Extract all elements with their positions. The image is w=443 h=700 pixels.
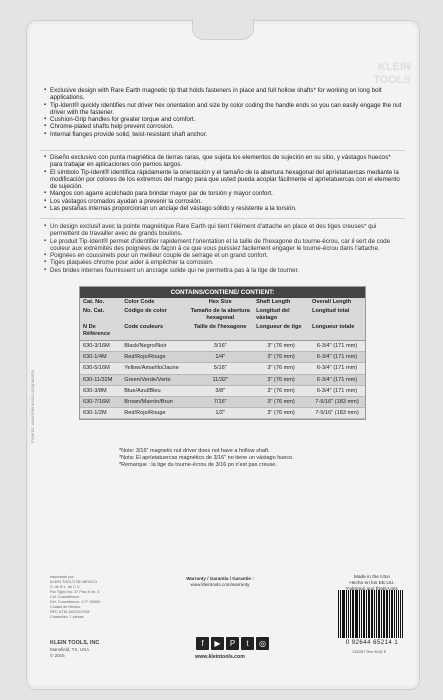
cell-color: Green/Verde/Verte	[121, 374, 187, 385]
cell-shaft: 3" (76 mm)	[253, 396, 309, 407]
cell-overall: 6-3/4" (171 mm)	[309, 374, 365, 385]
cell-color: Yellow/Amarillo/Jaune	[121, 363, 187, 374]
header-cat-no-fr: N De Référence	[80, 323, 121, 341]
pinterest-icon: P	[226, 637, 239, 650]
barcode-bar	[379, 590, 380, 638]
feature-item: ▪ Le produit Tip-Ident® permet d'identifier rapidement l'orientation et la taille de l'hexagone du tourne-écrou, car il sert de code couleur aux extrémités des poignées de façon à ce que vous puissiez facilement engager le tourne-écrou dans l'attache.	[44, 238, 404, 253]
table-row	[80, 385, 365, 396]
cell-cat-no: 630-3/16M	[80, 341, 121, 352]
header-color-code: Color Code	[124, 299, 155, 305]
warranty-url: www.kleintools.com/warranty	[190, 582, 250, 587]
cell-hex: 11/32"	[187, 374, 253, 385]
features-english	[44, 87, 404, 138]
barcode-bar	[378, 590, 379, 638]
header-shaft-length: Shaft Length	[256, 299, 291, 305]
cell-shaft: 3" (76 mm)	[253, 374, 309, 385]
cell-hex: 3/8"	[187, 385, 253, 396]
document-number: 132057 Rev 6/16 E	[352, 649, 387, 654]
header-shaft-length-es: Longitud del vástago	[256, 308, 290, 321]
cell-hex: 3/16"	[187, 341, 253, 352]
brand-copyright: © 2016	[50, 652, 65, 658]
divider	[40, 150, 405, 151]
header-hex-size-fr: Taille de l'hexagone	[187, 323, 253, 341]
feature-item: ▪ Un design exclusif avec la pointe magnétique Rare Earth qui tient l'élément d'attache en place et des tiges creuses* qui permettent de travailler avec de grands boulons.	[44, 223, 404, 238]
made-es: Hecho en los EE.UU.	[349, 581, 395, 586]
hollow-shaft-notes	[119, 448, 379, 469]
barcode-bar	[371, 590, 372, 638]
barcode-bar	[386, 590, 387, 638]
barcode-bar	[364, 590, 365, 638]
cell-color: Blue/Azul/Bleu	[121, 385, 187, 396]
importer-line: Río Tigris No. 37 Piso 5 Int. 3	[50, 590, 100, 594]
cell-overall: 6-3/4" (171 mm)	[309, 385, 365, 396]
importer-line: S. de R.L. de C.V.	[50, 585, 81, 589]
barcode-bar	[363, 590, 364, 638]
barcode-bar	[366, 590, 367, 638]
cell-shaft: 3" (76 mm)	[253, 352, 309, 363]
cell-hex: 1/4"	[187, 352, 253, 363]
cell-overall: 7-5/16" (183 mm)	[309, 408, 365, 419]
social-icons	[196, 637, 269, 650]
cell-cat-no: 630-1/2M	[80, 408, 121, 419]
barcode-bar	[389, 590, 390, 638]
cell-shaft: 3" (76 mm)	[253, 363, 309, 374]
barcode-bar	[338, 590, 339, 638]
feature-item: ▪ Las pestañas internas proporcionan un anclaje del vástago sólido y resistente a la torsión.	[44, 205, 404, 212]
contents-table	[79, 286, 366, 420]
header-overall-length: Overall Length	[312, 299, 352, 305]
facebook-icon: f	[196, 637, 209, 650]
barcode-bar	[381, 590, 382, 638]
feature-item: ▪ Chrome-plated shafts help prevent corrosion.	[44, 123, 404, 130]
feature-item: ▪ Internal flanges provide solid, twist-resistant shaft anchor.	[44, 131, 404, 138]
note-fr: *Remarque : la tige du tourne-écrou de 3/16 po n'est pas creuse.	[119, 462, 277, 468]
feature-item: ▪ Des brides internes fournissent un ancrage solide qui ne permettra pas à la tige de tourner.	[44, 267, 404, 274]
cell-color: Black/Negro/Noir	[121, 341, 187, 352]
barcode-bar	[391, 590, 392, 638]
importer-line: Importado por:	[50, 575, 75, 579]
barcode	[338, 590, 404, 638]
feature-item: ▪ El símbolo Tip-Ident® identifica rápidamente la orientación y el tamaño de la abertura hexagonal del apríetatuercas mediante la modificación por colores de los extremos del mango para que usted pueda acoplar fácilmente el apríetatuercas con el elemento de sujeción.	[44, 169, 404, 191]
cell-cat-no: 630-11/32M	[80, 374, 121, 385]
importer-line: Del. Cuauhtémoc, C.P. 06500	[50, 600, 100, 604]
header-cat-no-es: No. Cat.	[83, 308, 105, 314]
cell-overall: 6-3/4" (171 mm)	[309, 352, 365, 363]
header-overall-length-fr: Longueur totale	[309, 323, 365, 341]
header-color-code-fr: Code couleurs	[121, 323, 187, 341]
barcode-bar	[394, 590, 395, 638]
barcode-bar	[383, 590, 385, 638]
cell-hex: 7/16"	[187, 396, 253, 407]
cell-shaft: 3" (76 mm)	[253, 408, 309, 419]
patents-side-text: Patents: www.kleintools.com/patents	[30, 370, 35, 444]
feature-item: ▪ Tiges plaquées chrome pour aider à empêcher la corrosion.	[44, 259, 404, 266]
instagram-icon: ◎	[256, 637, 269, 650]
feature-item: ▪ Mangos con agarre acolchado para brindar mayor par de torsión y mayor confort.	[44, 190, 404, 197]
header-overall-length-es: Longitud total	[312, 308, 350, 314]
cell-color: Red/Rojo/Rouge	[121, 352, 187, 363]
cell-overall: 6-3/4" (171 mm)	[309, 363, 365, 374]
barcode-bar	[352, 590, 353, 638]
barcode-number: 0 92644 65214 1	[345, 640, 399, 646]
table-row	[80, 363, 365, 374]
cell-shaft: 3" (76 mm)	[253, 385, 309, 396]
barcode-bar	[368, 590, 370, 638]
warranty-label: Warranty / Garantía / Garantie :	[186, 576, 254, 581]
barcode-bar	[342, 590, 343, 638]
feature-item: ▪ Diseño exclusivo con punta magnética de tierras raras, que sujeta los elementos de sujeción en su sitio, y vástagos huecos* para trabajar en aplicaciones con pernos largos.	[44, 154, 404, 169]
made-en: Made in the USA	[353, 575, 391, 580]
barcode-bar	[398, 590, 400, 638]
barcode-bar	[340, 590, 341, 638]
importer-line: Ciudad de México	[50, 605, 81, 609]
barcode-bar	[356, 590, 358, 638]
barcode-bar	[353, 590, 354, 638]
header-hex-size-es: Tamaño de la abertura hexagonal	[190, 308, 250, 321]
barcode-bar	[348, 590, 349, 638]
feature-item: ▪ Los vástagos cromados ayudan a prevenir la corrosión.	[44, 198, 404, 205]
barcode-bar	[376, 590, 377, 638]
barcode-bar	[402, 590, 403, 638]
cell-overall: 6-3/4" (171 mm)	[309, 341, 365, 352]
barcode-bar	[392, 590, 393, 638]
features-spanish	[44, 154, 404, 212]
barcode-bar	[343, 590, 345, 638]
barcode-bar	[396, 590, 397, 638]
cell-shaft: 3" (76 mm)	[253, 341, 309, 352]
warranty-info	[165, 576, 275, 588]
brand-watermark: KLEIN TOOLS	[373, 61, 411, 86]
feature-item: ▪ Exclusive design with Rare Earth magnetic tip that holds fasteners in place and full hollow shafts* for working on long bolt applications.	[44, 87, 404, 102]
youtube-icon: ▶	[211, 637, 224, 650]
cell-cat-no: 630-1/4M	[80, 352, 121, 363]
barcode-bar	[387, 590, 388, 638]
cell-cat-no: 630-3/8M	[80, 385, 121, 396]
brand-city: Mansfield, TX, USA	[50, 647, 90, 652]
cell-overall: 7-5/16" (183 mm)	[309, 396, 365, 407]
cell-hex: 5/16"	[187, 363, 253, 374]
feature-item: ▪ Cushion-Grip handles for greater torque and comfort.	[44, 116, 404, 123]
header-color-code-es: Código de color	[124, 308, 167, 314]
header-cat-no: Cat. No.	[83, 299, 105, 305]
table-row	[80, 374, 365, 385]
features-french	[44, 223, 404, 274]
barcode-bar	[346, 590, 347, 638]
barcode-bar	[374, 590, 375, 638]
cell-color: Brown/Marrón/Brun	[121, 396, 187, 407]
barcode-bar	[400, 590, 401, 638]
cell-cat-no: 630-7/16M	[80, 396, 121, 407]
barcode-bar	[350, 590, 351, 638]
header-shaft-length-fr: Longueur de tige	[253, 323, 309, 341]
barcode-bar	[355, 590, 356, 638]
barcode-bar	[359, 590, 360, 638]
twitter-icon: t	[241, 637, 254, 650]
feature-item: ▪ Tip-Ident® quickly identifies nut driver hex orientation and size by color coding the handle ends so you can easily engage the nut driver with the fastener.	[44, 102, 404, 117]
note-es: *Nota: El apríetatuercas magnético de 3/16" no tiene un vástago hueco.	[119, 455, 294, 461]
table-title: CONTAINS/CONTIENE/ CONTIENT:	[80, 287, 365, 298]
website-url: www.kleintools.com	[195, 654, 245, 660]
brand-name: KLEIN TOOLS, INC	[50, 640, 100, 646]
table-row	[80, 396, 365, 407]
barcode-bar	[372, 590, 373, 638]
feature-item: ▪ Poignées en coussinets pour un meilleur couple de serrage et un grand confort.	[44, 252, 404, 259]
table-row	[80, 408, 365, 419]
brand-location	[50, 647, 89, 658]
barcode-bar	[361, 590, 362, 638]
divider	[40, 218, 405, 219]
importer-line: Col. Cuauhtémoc	[50, 595, 80, 599]
table-row	[80, 352, 365, 363]
table-row	[80, 341, 365, 352]
importer-line: RFC KTM-160229-RV8	[50, 610, 90, 614]
header-hex-size: Hex Size	[208, 299, 232, 305]
cell-cat-no: 630-5/16M	[80, 363, 121, 374]
cell-color: Red/Rojo/Rouge	[121, 408, 187, 419]
importer-info	[50, 575, 120, 620]
importer-line: KLEIN TOOLS DE MÉXICO	[50, 580, 98, 584]
importer-line: Contenido: 7 piezas	[50, 615, 84, 619]
hang-hole	[192, 19, 254, 40]
note-en: *Note: 3/16" magnetic nut driver does not have a hollow shaft.	[119, 448, 270, 454]
cell-hex: 1/2"	[187, 408, 253, 419]
